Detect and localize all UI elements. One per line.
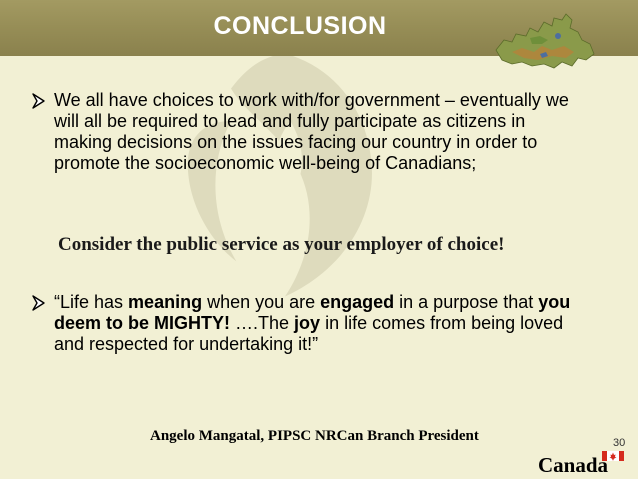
quote-bold-engaged: engaged xyxy=(320,292,395,312)
wordmark-text: Canada xyxy=(538,453,609,477)
arrow-bullet-icon xyxy=(30,293,52,313)
slide-title: CONCLUSION xyxy=(213,12,387,40)
quote-part: in life comes from being loved and respected for undertaking it!” xyxy=(54,313,564,354)
quote-part: “Life has xyxy=(54,292,129,312)
quote-bold-meaning: meaning xyxy=(128,292,203,312)
page-number: 30 xyxy=(613,437,626,449)
quote-part: ….The xyxy=(230,313,295,333)
quote-part: in a purpose that xyxy=(394,292,539,312)
canada-wordmark xyxy=(538,451,626,477)
arrow-bullet-icon xyxy=(30,91,52,111)
watermark-emblem-icon xyxy=(150,40,420,310)
canada-map-icon xyxy=(482,10,602,82)
bullet-text-choices: We all have choices to work with/for government – eventually we will all be required to lead and fully participate as citizens in making decisions on the issues facing our country in order to promote the socioeconomic well-being of Canadians; xyxy=(54,90,569,173)
signature: Angelo Mangatal, PIPSC NRCan Branch President xyxy=(150,428,479,444)
quote-part: when you are xyxy=(202,292,321,312)
quote-bold-joy: joy xyxy=(294,313,321,333)
quote-bold-mighty: you deem to be MIGHTY! xyxy=(54,292,571,333)
emphasis-statement: Consider the public service as your employer of choice! xyxy=(58,234,505,255)
bullet-text-quote xyxy=(54,292,574,355)
